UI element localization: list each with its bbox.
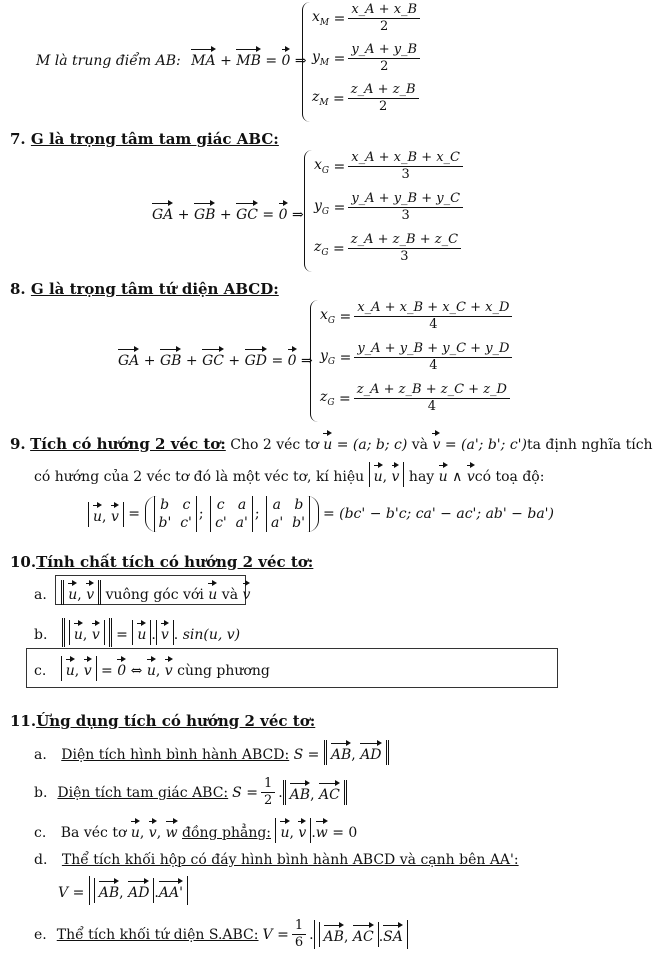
application-e: e. Thể tích khối tứ diện S.ABC: V = $\frac{1}{6}$ . AB, AC .SA (34, 918, 408, 951)
application-d-formula: V = AB, AD .AA' (58, 876, 188, 905)
brace-icon (310, 300, 319, 422)
centroid-triangle-system: $x_G$ = $\frac{x\_A + x\_B + x\_C}{3}$ $y_G$ = $\frac{y\_A + y\_B + y\_C}{3}$ $z_G$ = $\frac{z\_A + z\_B + z\_C}{3}$ (304, 150, 454, 272)
application-b: b. Diện tích tam giác ABC: S = $\frac{1}{2}$ . AB, AC (34, 776, 347, 809)
midpoint-equation: MA + MB = 0 ⇒ (191, 53, 306, 69)
section-8-heading: 8. G là trọng tâm tứ diện ABCD: (10, 280, 279, 298)
brace-icon (302, 2, 311, 122)
application-c: c. Ba véc tơ u, v, w đồng phẳng: u, v .w = 0 (34, 818, 357, 843)
cross-product-formula: u, v = b c b' c'; c a c' a'; a b a' b' = (bc' − b'c; ca' − ac'; ab' − ba') (88, 496, 554, 532)
property-c: c. u, v = 0 ⇔ u, v cùng phương (34, 656, 270, 681)
section-7-heading: 7. G là trọng tâm tam giác ABC: (10, 130, 279, 148)
centroid-tetra-system: $x_G$ = $\frac{x\_A + x\_B + x\_C + x\_D}{4}$ $y_G$ = $\frac{y\_A + y\_B + y\_C + y\_D}{4}$ $z_G$ = $\frac{z\_A + z\_B + z\_C + z\_D}{4}$ (310, 300, 500, 422)
midpoint-system (302, 2, 442, 122)
centroid-tetra-equation: GA + GB + GC + GD = 0 ⇒ (118, 348, 313, 369)
midpoint-line-z: $z_M$ = $\frac{z\_A + z\_B}{2}$ (312, 82, 422, 115)
application-a: a. Diện tích hình bình hành ABCD: S = AB, AD (34, 740, 389, 765)
midpoint-row (36, 48, 307, 69)
midpoint-label: M là trung điểm AB: (36, 53, 181, 69)
section-9-line-1: 9. Tích có hướng 2 véc tơ: Cho 2 véc tơ u = (a; b; c) và v = (a'; b'; c')ta định nghĩa tích (10, 432, 653, 453)
property-b: b. u, v = u . v . sin(u, v) (34, 618, 240, 647)
section-10-heading: 10.Tính chất tích có hướng 2 véc tơ: (10, 553, 314, 571)
determinant-group: b c b' c'; c a c' a'; a b a' b' (145, 496, 319, 532)
section-9-line-2: có hướng của 2 véc tơ đó là một véc tơ, kí hiệu u, v hay u ∧ vcó toạ độ: (34, 462, 544, 487)
brace-icon (304, 150, 313, 272)
midpoint-line-y: $y_M$ = $\frac{y\_A + y\_B}{2}$ (312, 42, 423, 75)
section-11-heading: 11.Ứng dụng tích có hướng 2 véc tơ: (10, 712, 316, 730)
midpoint-line-x: $x_M$ = $\frac{x\_A + x\_B}{2}$ (312, 2, 423, 35)
centroid-triangle-equation: GA + GB + GC = 0 ⇒ (152, 202, 304, 223)
application-d: d. Thể tích khối hộp có đáy hình bình hành ABCD và cạnh bên AA': (34, 852, 519, 868)
property-a: a. u, v vuông góc với u và v (34, 580, 250, 605)
